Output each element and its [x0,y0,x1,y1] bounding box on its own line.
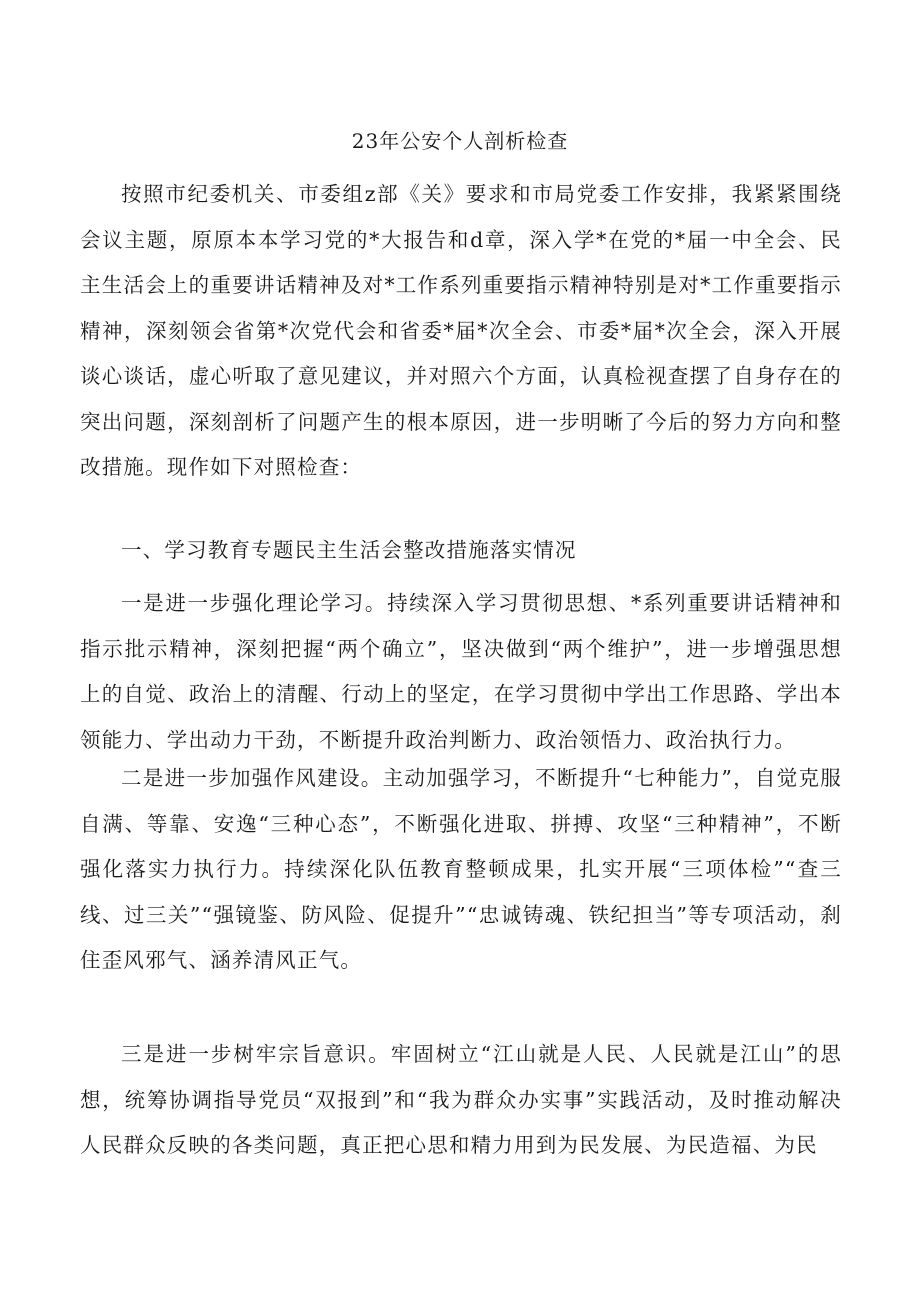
section-heading-1: 一、学习教育专题民主生活会整改措施落实情况 [121,538,577,562]
paragraph-intro: 按照市纪委机关、市委组z部《关》要求和市局党委工作安排，我紧紧围绕会议主题，原原本本学习党的*大报告和d章，深入学*在党的*届一中全会、民主生活会上的重要讲话精神及对*工作系列重要指示精神特别是对*工作重要指示精神，深刻领会省第*次党代会和省委*届*次全会、市委*届*次全会，深入开展谈心谈话，虚心听取了意见建议，并对照六个方面，认真检视查摆了自身存在的突出问题，深刻剖析了问题产生的根本原因，进一步明晰了今后的努力方向和整改措施。现作如下对照检查： [80,182,842,479]
paragraph-work-style: 二是进一步加强作风建设。主动加强学习，不断提升“七种能力”，自觉克服自满、等靠、安逸“三种心态”，不断强化进取、拼搏、攻坚“三种精神”，不断强化落实力执行力。持续深化队伍教育整顿成果，扎实开展“三项体检”“查三线、过三关”“强镜鉴、防风险、促提升”“忠诚铸魂、铁纪担当”等专项活动，刹住歪风邪气、涵养清风正气。 [80,766,842,972]
document-title: 23年公安个人剖析检查 [351,129,569,153]
paragraph-purpose-awareness: 三是进一步树牢宗旨意识。牢固树立“江山就是人民、人民就是江山”的思想，统筹协调指导党员“双报到”和“我为群众办实事”实践活动，及时推动解决人民群众反映的各类问题，真正把心思和精力用到为民发展、为民造福、为民 [80,1042,842,1157]
paragraph-theory-study: 一是进一步强化理论学习。持续深入学习贯彻思想、*系列重要讲话精神和指示批示精神，深刻把握“两个确立”，坚决做到“两个维护”，进一步增强思想上的自觉、政治上的清醒、行动上的坚定，在学习贯彻中学出工作思路、学出本领能力、学出动力干劲，不断提升政治判断力、政治领悟力、政治执行力。 [80,591,842,752]
